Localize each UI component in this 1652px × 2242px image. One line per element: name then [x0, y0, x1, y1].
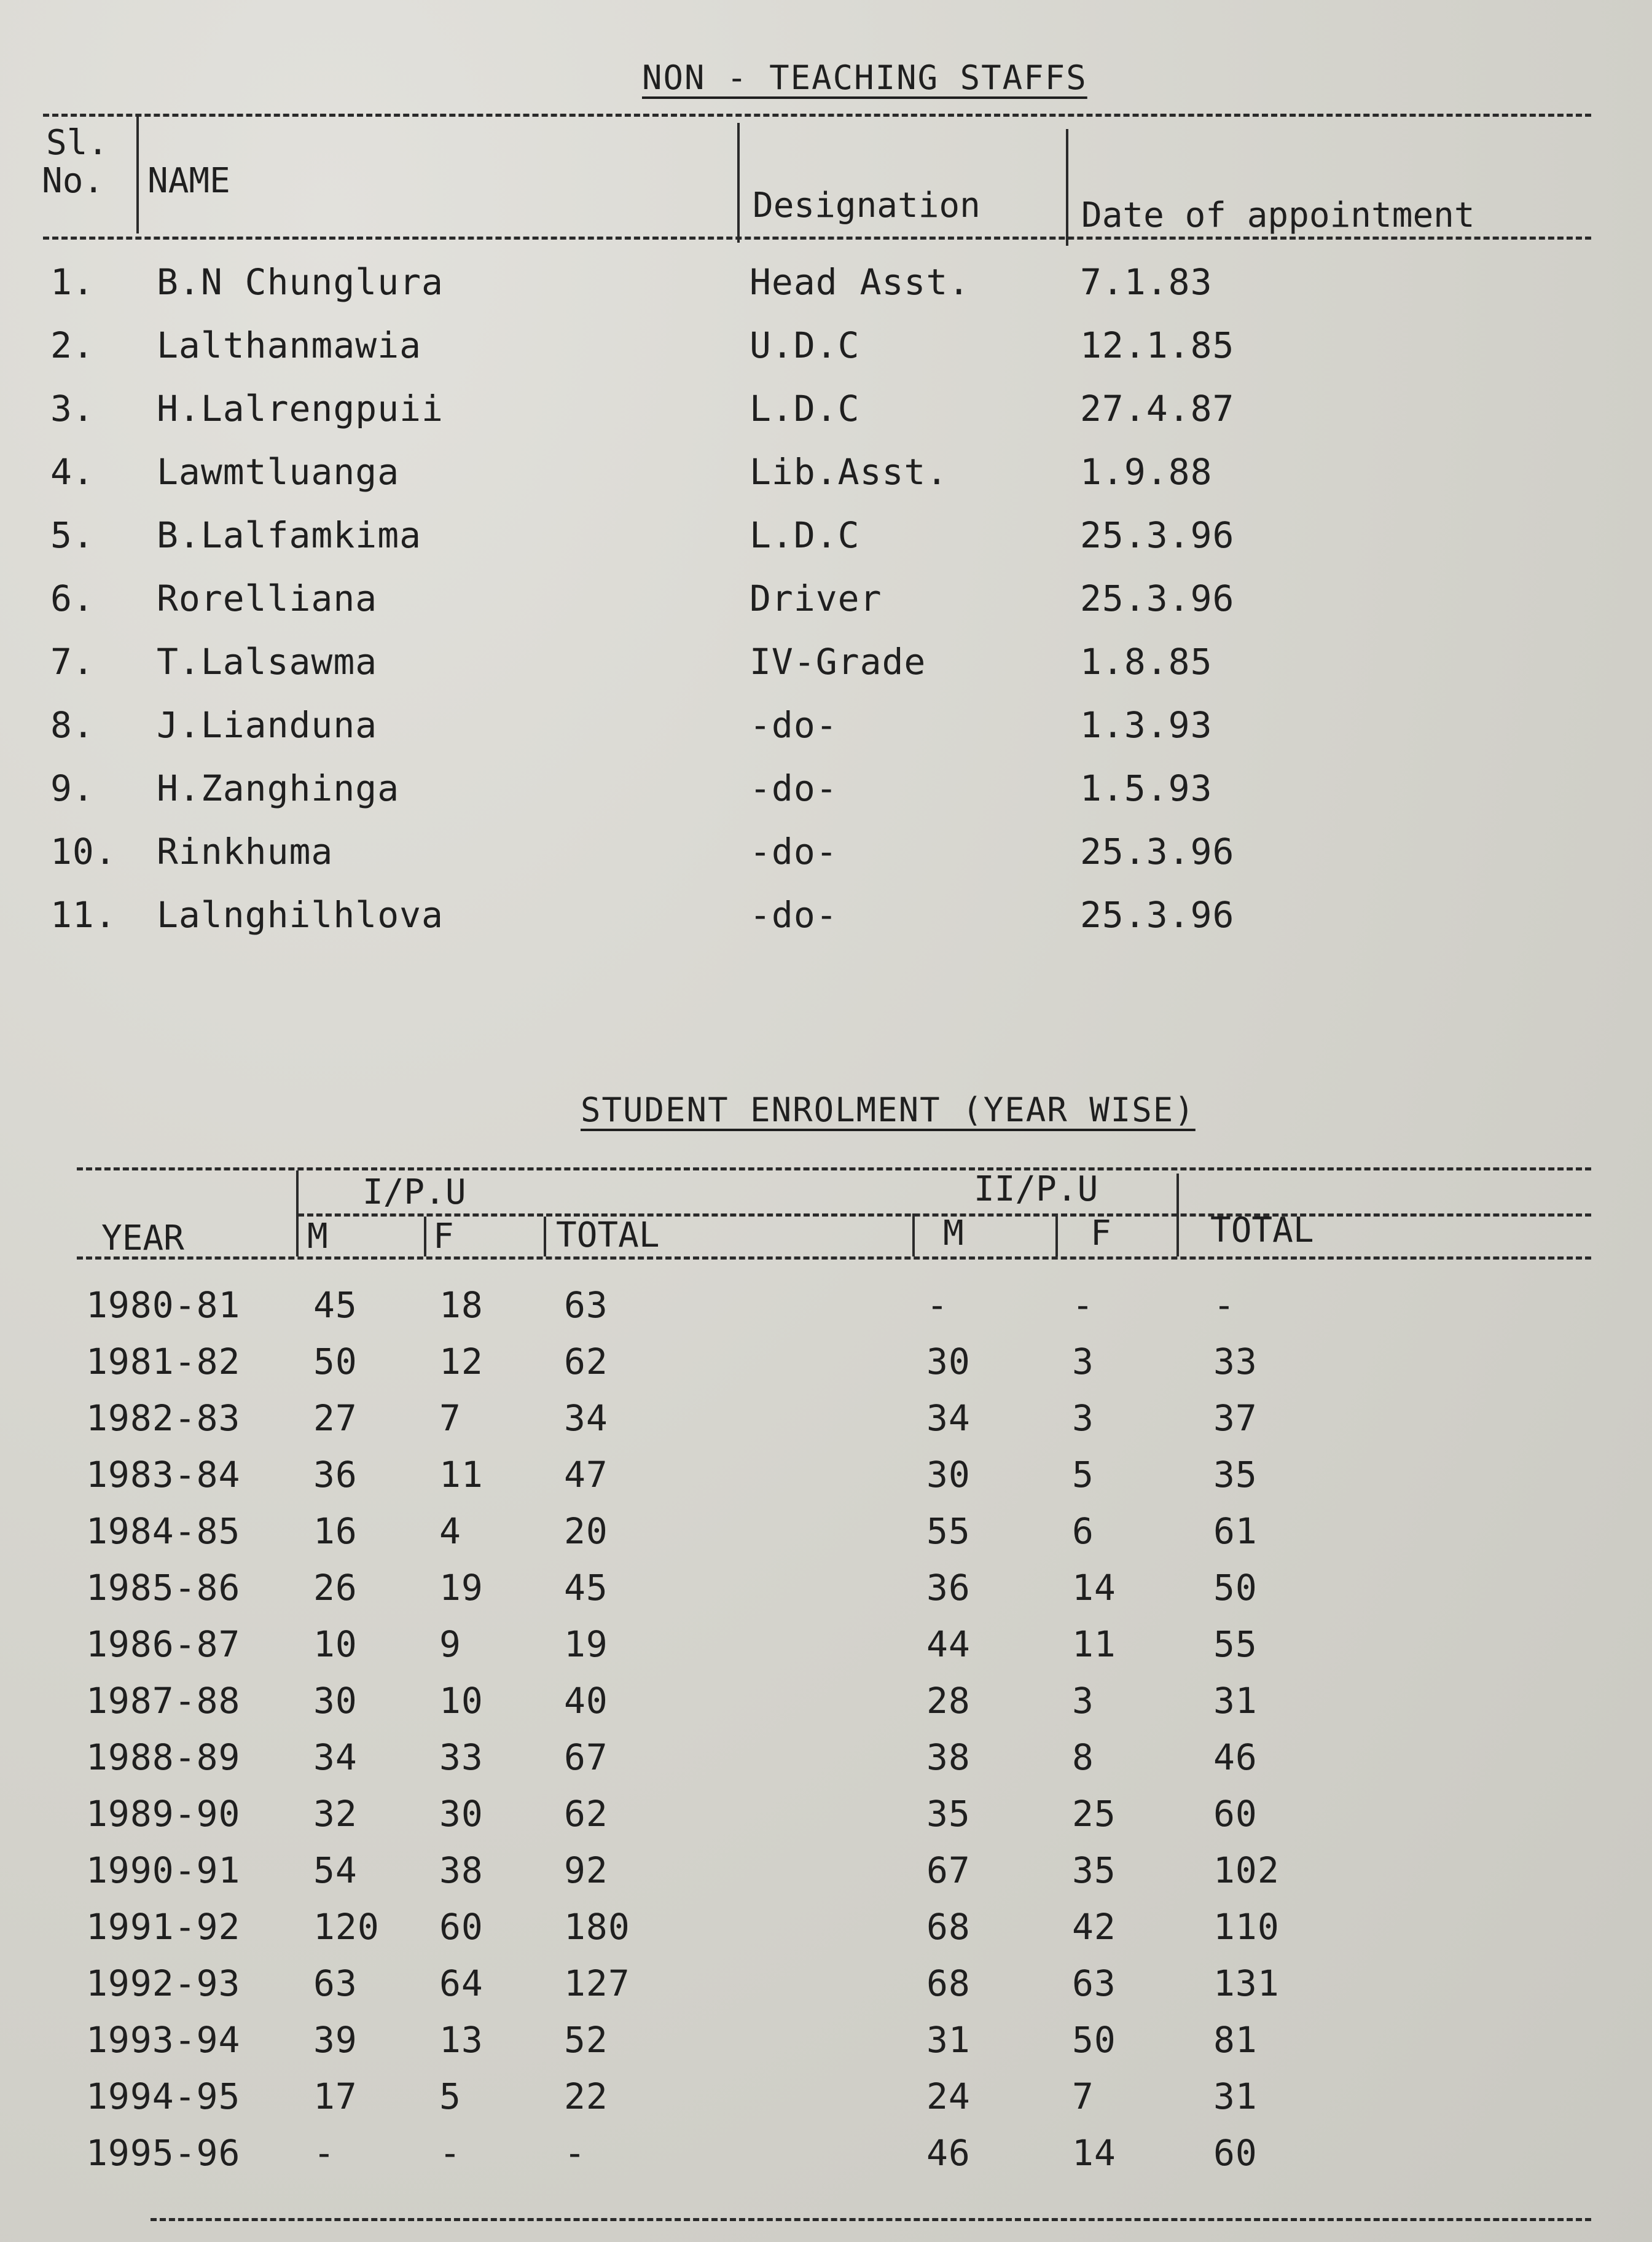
staff-cell-sl: 10.: [50, 831, 117, 872]
staff-cell-date: 27.4.87: [1080, 388, 1235, 429]
enrolment-cell-f2: 11: [1072, 1623, 1116, 1665]
staff-cell-name: Rorelliana: [157, 578, 378, 619]
staff-cell-sl: 3.: [50, 388, 95, 429]
enrolment-title: STUDENT ENROLMENT (YEAR WISE): [581, 1091, 1196, 1129]
staff-cell-date: 25.3.96: [1080, 578, 1235, 619]
enrolment-cell-m2: 31: [926, 2019, 971, 2061]
staff-cell-name: Lawmtluanga: [157, 451, 400, 493]
staff-cell-name: T.Lalsawma: [157, 641, 378, 683]
enrolment-col-divider-t2: [1176, 1174, 1179, 1256]
enrolment-cell-m2: 24: [926, 2075, 971, 2117]
enrolment-cell-m1: 120: [313, 1906, 380, 1948]
enrolment-cell-m2: 46: [926, 2132, 971, 2174]
enrolment-cell-total1: 52: [564, 2019, 608, 2061]
enrolment-cell-f2: 6: [1072, 1510, 1094, 1552]
enrolment-header-top-rule: [77, 1167, 1591, 1170]
enrolment-cell-m1: 36: [313, 1454, 358, 1495]
enrolment-cell-total1: 127: [564, 1962, 630, 2004]
enrolment-cell-year: 1990-91: [86, 1849, 241, 1891]
enrolment-cell-f1: 10: [439, 1680, 483, 1722]
staff-cell-designation: Head Asst.: [750, 261, 971, 303]
enrolment-cell-m1: 30: [313, 1680, 358, 1722]
staff-cell-sl: 1.: [50, 261, 95, 303]
enrolment-cell-year: 1989-90: [86, 1793, 241, 1835]
staff-cell-sl: 2.: [50, 324, 95, 366]
staff-cell-designation: -do-: [750, 894, 838, 936]
staff-cell-designation: Driver: [750, 578, 882, 619]
enrolment-cell-total1: 22: [564, 2075, 608, 2117]
staff-header-bottom-rule: [43, 237, 1591, 240]
staff-cell-sl: 9.: [50, 767, 95, 809]
enrolment-cell-m1: 54: [313, 1849, 358, 1891]
enrolment-cell-total2: 31: [1213, 1680, 1258, 1722]
staff-cell-sl: 11.: [50, 894, 117, 936]
staff-cell-designation: -do-: [750, 704, 838, 746]
enrolment-cell-total2: 60: [1213, 2132, 1258, 2174]
enrolment-cell-f1: 38: [439, 1849, 483, 1891]
enrolment-header-m2: M: [943, 1213, 964, 1253]
enrolment-cell-year: 1987-88: [86, 1680, 241, 1722]
enrolment-col-divider-t1: [544, 1217, 546, 1256]
enrolment-cell-total1: 180: [564, 1906, 630, 1948]
enrolment-cell-f2: 50: [1072, 2019, 1116, 2061]
enrolment-cell-f1: 60: [439, 1906, 483, 1948]
enrolment-cell-m2: 68: [926, 1962, 971, 2004]
enrolment-cell-total1: 62: [564, 1341, 608, 1382]
staff-header-top-rule: [43, 114, 1591, 117]
staff-cell-designation: -do-: [750, 831, 838, 872]
enrolment-cell-m2: 30: [926, 1454, 971, 1495]
enrolment-cell-m1: 34: [313, 1736, 358, 1778]
staff-cell-date: 25.3.96: [1080, 894, 1235, 936]
staff-col-divider-1: [136, 117, 139, 233]
enrolment-cell-m2: 38: [926, 1736, 971, 1778]
enrolment-cell-f1: -: [439, 2132, 461, 2174]
enrolment-cell-total2: 131: [1213, 1962, 1280, 2004]
staff-cell-date: 7.1.83: [1080, 261, 1213, 303]
enrolment-cell-f2: 3: [1072, 1341, 1094, 1382]
enrolment-cell-total2: -: [1213, 1284, 1235, 1326]
staff-cell-name: Rinkhuma: [157, 831, 334, 872]
enrolment-cell-total1: 47: [564, 1454, 608, 1495]
enrolment-cell-f1: 64: [439, 1962, 483, 2004]
enrolment-cell-total2: 61: [1213, 1510, 1258, 1552]
enrolment-cell-f2: 8: [1072, 1736, 1094, 1778]
enrolment-header-total2: TOTAL: [1210, 1210, 1314, 1250]
enrolment-cell-m1: 45: [313, 1284, 358, 1326]
enrolment-header-year: YEAR: [101, 1218, 184, 1258]
enrolment-cell-m1: 16: [313, 1510, 358, 1552]
enrolment-cell-m2: 34: [926, 1397, 971, 1439]
enrolment-cell-f2: 25: [1072, 1793, 1116, 1835]
enrolment-cell-total1: 19: [564, 1623, 608, 1665]
enrolment-cell-m1: 50: [313, 1341, 358, 1382]
enrolment-cell-year: 1983-84: [86, 1454, 241, 1495]
staff-cell-name: Lalthanmawia: [157, 324, 422, 366]
enrolment-cell-year: 1993-94: [86, 2019, 241, 2061]
staff-col-divider-2: [737, 123, 740, 243]
enrolment-cell-total2: 37: [1213, 1397, 1258, 1439]
staff-cell-date: 12.1.85: [1080, 324, 1235, 366]
enrolment-cell-f2: 35: [1072, 1849, 1116, 1891]
enrolment-cell-year: 1988-89: [86, 1736, 241, 1778]
staff-cell-date: 1.3.93: [1080, 704, 1213, 746]
staff-cell-designation: IV-Grade: [750, 641, 926, 683]
enrolment-col-divider-f2: [1055, 1213, 1058, 1256]
enrolment-header-total1: TOTAL: [556, 1215, 660, 1255]
staff-cell-name: H.Lalrengpuii: [157, 388, 444, 429]
enrolment-cell-total1: 34: [564, 1397, 608, 1439]
enrolment-cell-m1: 27: [313, 1397, 358, 1439]
enrolment-cell-f1: 33: [439, 1736, 483, 1778]
enrolment-cell-total1: 45: [564, 1567, 608, 1609]
staff-cell-sl: 5.: [50, 514, 95, 556]
enrolment-cell-total2: 81: [1213, 2019, 1258, 2061]
staff-cell-date: 1.5.93: [1080, 767, 1213, 809]
enrolment-cell-m2: 30: [926, 1341, 971, 1382]
enrolment-cell-f1: 11: [439, 1454, 483, 1495]
staff-cell-designation: L.D.C: [750, 514, 860, 556]
enrolment-cell-year: 1992-93: [86, 1962, 241, 2004]
enrolment-cell-year: 1986-87: [86, 1623, 241, 1665]
enrolment-cell-total1: 40: [564, 1680, 608, 1722]
enrolment-cell-m1: -: [313, 2132, 335, 2174]
staff-cell-designation: U.D.C: [750, 324, 860, 366]
enrolment-cell-total2: 102: [1213, 1849, 1280, 1891]
enrolment-cell-m2: 36: [926, 1567, 971, 1609]
enrolment-header-ipu: I/P.U: [362, 1172, 466, 1212]
staff-header-no: No.: [42, 161, 104, 201]
enrolment-cell-m2: -: [926, 1284, 949, 1326]
enrolment-cell-year: 1991-92: [86, 1906, 241, 1948]
enrolment-cell-m2: 28: [926, 1680, 971, 1722]
enrolment-cell-m1: 32: [313, 1793, 358, 1835]
enrolment-cell-total2: 31: [1213, 2075, 1258, 2117]
enrolment-header-iipu: II/P.U: [974, 1169, 1098, 1209]
staff-cell-sl: 6.: [50, 578, 95, 619]
enrolment-cell-total1: 67: [564, 1736, 608, 1778]
enrolment-cell-total2: 50: [1213, 1567, 1258, 1609]
enrolment-cell-f2: -: [1072, 1284, 1094, 1326]
staff-cell-sl: 7.: [50, 641, 95, 683]
enrolment-cell-m1: 17: [313, 2075, 358, 2117]
enrolment-header-f2: F: [1090, 1213, 1111, 1253]
enrolment-cell-total2: 35: [1213, 1454, 1258, 1495]
enrolment-header-bottom-rule: [77, 1256, 1591, 1260]
enrolment-cell-m2: 67: [926, 1849, 971, 1891]
enrolment-cell-f1: 5: [439, 2075, 461, 2117]
staff-cell-date: 1.9.88: [1080, 451, 1213, 493]
staff-cell-name: Lalnghilhlova: [157, 894, 444, 936]
staff-header-designation: Designation: [753, 186, 981, 225]
staff-cell-designation: Lib.Asst.: [750, 451, 949, 493]
enrolment-cell-m2: 35: [926, 1793, 971, 1835]
enrolment-cell-f2: 3: [1072, 1680, 1094, 1722]
enrolment-cell-year: 1980-81: [86, 1284, 241, 1326]
enrolment-cell-f1: 30: [439, 1793, 483, 1835]
enrolment-cell-f2: 3: [1072, 1397, 1094, 1439]
enrolment-cell-f1: 7: [439, 1397, 461, 1439]
staff-cell-date: 1.8.85: [1080, 641, 1213, 683]
staff-header-date: Date of appointment: [1081, 195, 1475, 235]
enrolment-cell-m2: 55: [926, 1510, 971, 1552]
enrolment-header-m1: M: [307, 1217, 328, 1256]
staff-title: NON - TEACHING STAFFS: [642, 58, 1087, 97]
enrolment-cell-year: 1994-95: [86, 2075, 241, 2117]
enrolment-cell-m1: 39: [313, 2019, 358, 2061]
staff-cell-name: J.Lianduna: [157, 704, 378, 746]
staff-cell-date: 25.3.96: [1080, 831, 1235, 872]
staff-cell-name: H.Zanghinga: [157, 767, 400, 809]
enrolment-cell-f1: 9: [439, 1623, 461, 1665]
enrolment-cell-year: 1984-85: [86, 1510, 241, 1552]
enrolment-cell-total1: -: [564, 2132, 586, 2174]
enrolment-cell-total1: 62: [564, 1793, 608, 1835]
staff-cell-date: 25.3.96: [1080, 514, 1235, 556]
enrolment-cell-total2: 60: [1213, 1793, 1258, 1835]
enrolment-cell-f2: 14: [1072, 2132, 1116, 2174]
enrolment-cell-total2: 46: [1213, 1736, 1258, 1778]
staff-cell-designation: L.D.C: [750, 388, 860, 429]
enrolment-cell-year: 1985-86: [86, 1567, 241, 1609]
enrolment-cell-f2: 42: [1072, 1906, 1116, 1948]
enrolment-cell-f1: 18: [439, 1284, 483, 1326]
enrolment-cell-f2: 5: [1072, 1454, 1094, 1495]
enrolment-cell-f1: 19: [439, 1567, 483, 1609]
enrolment-cell-f1: 4: [439, 1510, 461, 1552]
enrolment-cell-m1: 10: [313, 1623, 358, 1665]
staff-cell-sl: 4.: [50, 451, 95, 493]
enrolment-cell-f1: 12: [439, 1341, 483, 1382]
enrolment-cell-m1: 26: [313, 1567, 358, 1609]
enrolment-cell-total1: 20: [564, 1510, 608, 1552]
enrolment-bottom-rule: [151, 2218, 1591, 2221]
enrolment-header-f1: F: [433, 1217, 454, 1256]
enrolment-cell-f2: 63: [1072, 1962, 1116, 2004]
enrolment-cell-total2: 33: [1213, 1341, 1258, 1382]
enrolment-cell-m2: 44: [926, 1623, 971, 1665]
enrolment-cell-f2: 7: [1072, 2075, 1094, 2117]
enrolment-cell-f1: 13: [439, 2019, 483, 2061]
enrolment-cell-m1: 63: [313, 1962, 358, 2004]
staff-header-sl: Sl.: [46, 123, 109, 163]
enrolment-cell-total2: 110: [1213, 1906, 1280, 1948]
enrolment-cell-m2: 68: [926, 1906, 971, 1948]
enrolment-cell-total2: 55: [1213, 1623, 1258, 1665]
enrolment-cell-f2: 14: [1072, 1567, 1116, 1609]
enrolment-cell-total1: 63: [564, 1284, 608, 1326]
staff-cell-sl: 8.: [50, 704, 95, 746]
enrolment-cell-year: 1982-83: [86, 1397, 241, 1439]
enrolment-cell-year: 1995-96: [86, 2132, 241, 2174]
staff-cell-name: B.N Chunglura: [157, 261, 444, 303]
staff-header-name: NAME: [147, 161, 230, 201]
enrolment-cell-year: 1981-82: [86, 1341, 241, 1382]
enrolment-col-divider-f1: [424, 1217, 426, 1256]
staff-cell-designation: -do-: [750, 767, 838, 809]
enrolment-col-divider-year: [296, 1170, 299, 1256]
enrolment-col-divider-m2: [912, 1213, 915, 1256]
staff-col-divider-3: [1066, 129, 1068, 246]
staff-cell-name: B.Lalfamkima: [157, 514, 422, 556]
enrolment-cell-total1: 92: [564, 1849, 608, 1891]
